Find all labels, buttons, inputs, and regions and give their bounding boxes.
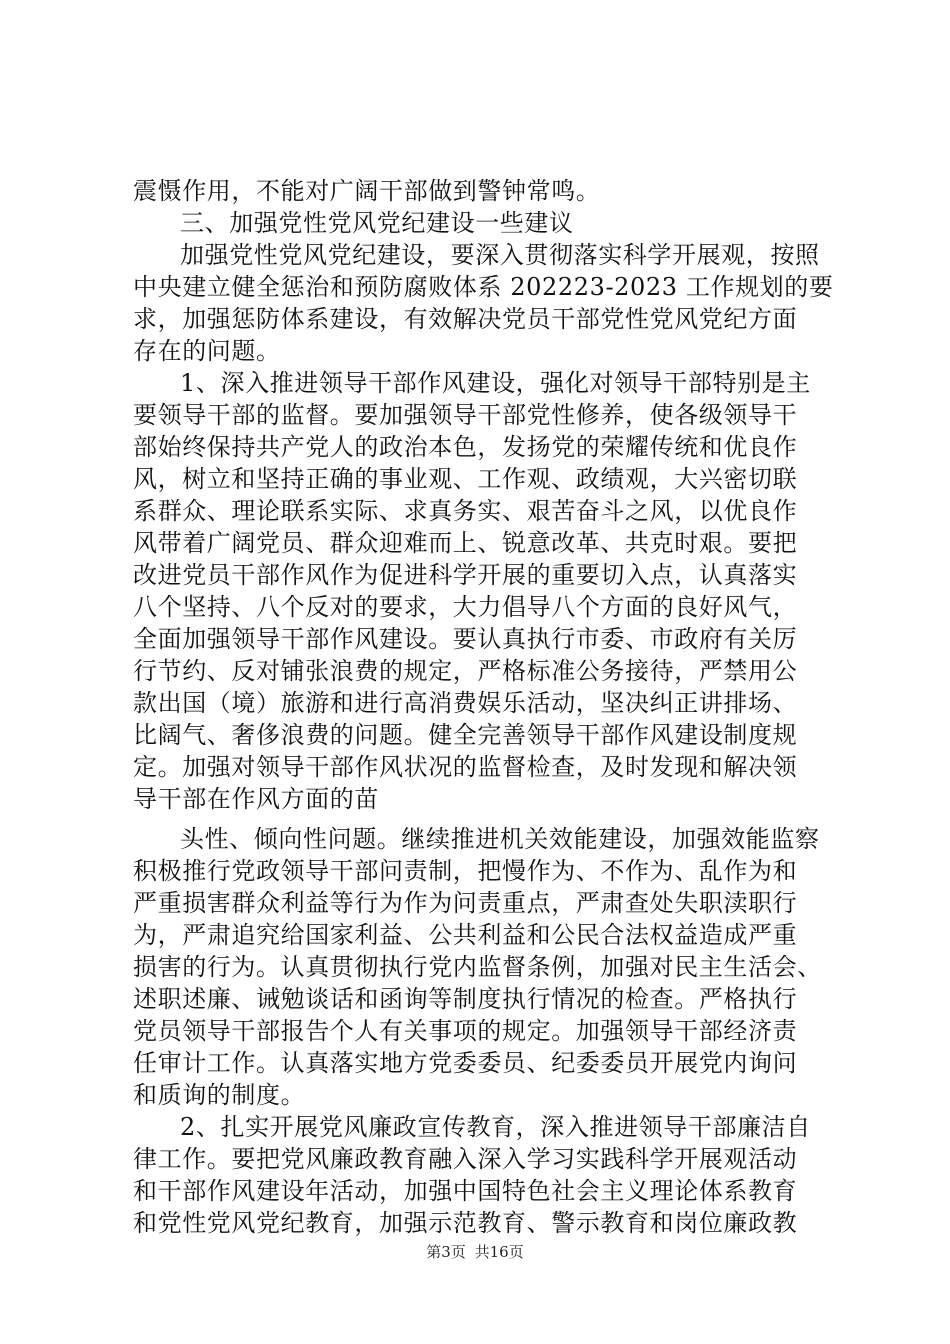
text-line: 比阔气、奢侈浪费的问题。健全完善领导干部作风建设制度规 (133, 721, 798, 749)
page-footer (0, 1242, 950, 1262)
current-page-label: 第3页 (426, 1243, 466, 1261)
text-line: 党员领导干部报告个人有关事项的规定。加强领导干部经济责 (133, 1017, 798, 1045)
paragraph-line: 加强党性党风党纪建设，要深入贯彻落实科学开展观，按照 (180, 241, 820, 269)
text-line: 和质询的制度。 (133, 1081, 306, 1109)
text-line: 全面加强领导干部作风建设。要认真执行市委、市政府有关厉 (133, 625, 798, 653)
text-line: 求，加强惩防体系建设，有效解决党员干部党性党风党纪方面 (133, 305, 798, 333)
text-line: 和党性党风党纪教育，加强示范教育、警示教育和岗位廉政教 (133, 1209, 798, 1237)
text-line: 为，严肃追究给国家利益、公共利益和公民合法权益造成严重 (133, 921, 798, 949)
text-line: 行节约、反对铺张浪费的规定，严格标准公务接待，严禁用公 (133, 657, 798, 685)
text-line: 损害的行为。认真贯彻执行党内监督条例，加强对民主生活会、 (133, 953, 822, 981)
text-line: 任审计工作。认真落实地方党委委员、纪委委员开展党内询问 (133, 1049, 798, 1077)
text-line: 和干部作风建设年活动，加强中国特色社会主义理论体系教育 (133, 1177, 798, 1205)
text-line: 律工作。要把党风廉政教育融入深入学习实践科学开展观活动 (133, 1145, 798, 1173)
text-line: 部始终保持共产党人的政治本色，发扬党的荣耀传统和优良作 (133, 433, 798, 461)
text-line: 严重损害群众利益等行为作为问责重点，严肃查处失职渎职行 (133, 889, 798, 917)
text-line: 风，树立和坚持正确的事业观、工作观、政绩观，大兴密切联 (133, 465, 798, 493)
section-heading: 三、加强党性党风党纪建设一些建议 (180, 209, 574, 237)
paragraph-line: 头性、倾向性问题。继续推进机关效能建设，加强效能监察 (180, 825, 820, 853)
total-pages-label: 共16页 (474, 1243, 524, 1261)
text-line: 积极推行党政领导干部问责制，把慢作为、不作为、乱作为和 (133, 857, 798, 885)
text-line: 要领导干部的监督。要加强领导干部党性修养，使各级领导干 (133, 401, 798, 429)
text-line: 定。加强对领导干部作风状况的监督检查，及时发现和解决领 (133, 753, 798, 781)
paragraph-line: 2、扎实开展党风廉政宣传教育，深入推进领导干部廉洁自 (180, 1113, 811, 1141)
text-line: 风带着广阔党员、群众迎难而上、锐意改革、共克时艰。要把 (133, 529, 798, 557)
text-line: 导干部在作风方面的苗 (133, 785, 379, 813)
text-line: 述职述廉、诫勉谈话和函询等制度执行情况的检查。严格执行 (133, 985, 798, 1013)
paragraph-line: 1、深入推进领导干部作风建设，强化对领导干部特别是主 (180, 369, 811, 397)
text-line: 系群众、理论联系实际、求真务实、艰苦奋斗之风，以优良作 (133, 497, 798, 525)
text-line: 中央建立健全惩治和预防腐败体系 202223-2023 工作规划的要 (133, 273, 834, 301)
text-line: 改进党员干部作风作为促进科学开展的重要切入点，认真落实 (133, 561, 798, 589)
text-line: 震慑作用，不能对广阔干部做到警钟常鸣。 (133, 177, 601, 205)
text-line: 存在的问题。 (133, 337, 281, 365)
text-line: 八个坚持、八个反对的要求，大力倡导八个方面的良好风气， (133, 593, 798, 621)
text-line: 款出国（境）旅游和进行高消费娱乐活动，坚决纠正讲排场、 (133, 689, 798, 717)
